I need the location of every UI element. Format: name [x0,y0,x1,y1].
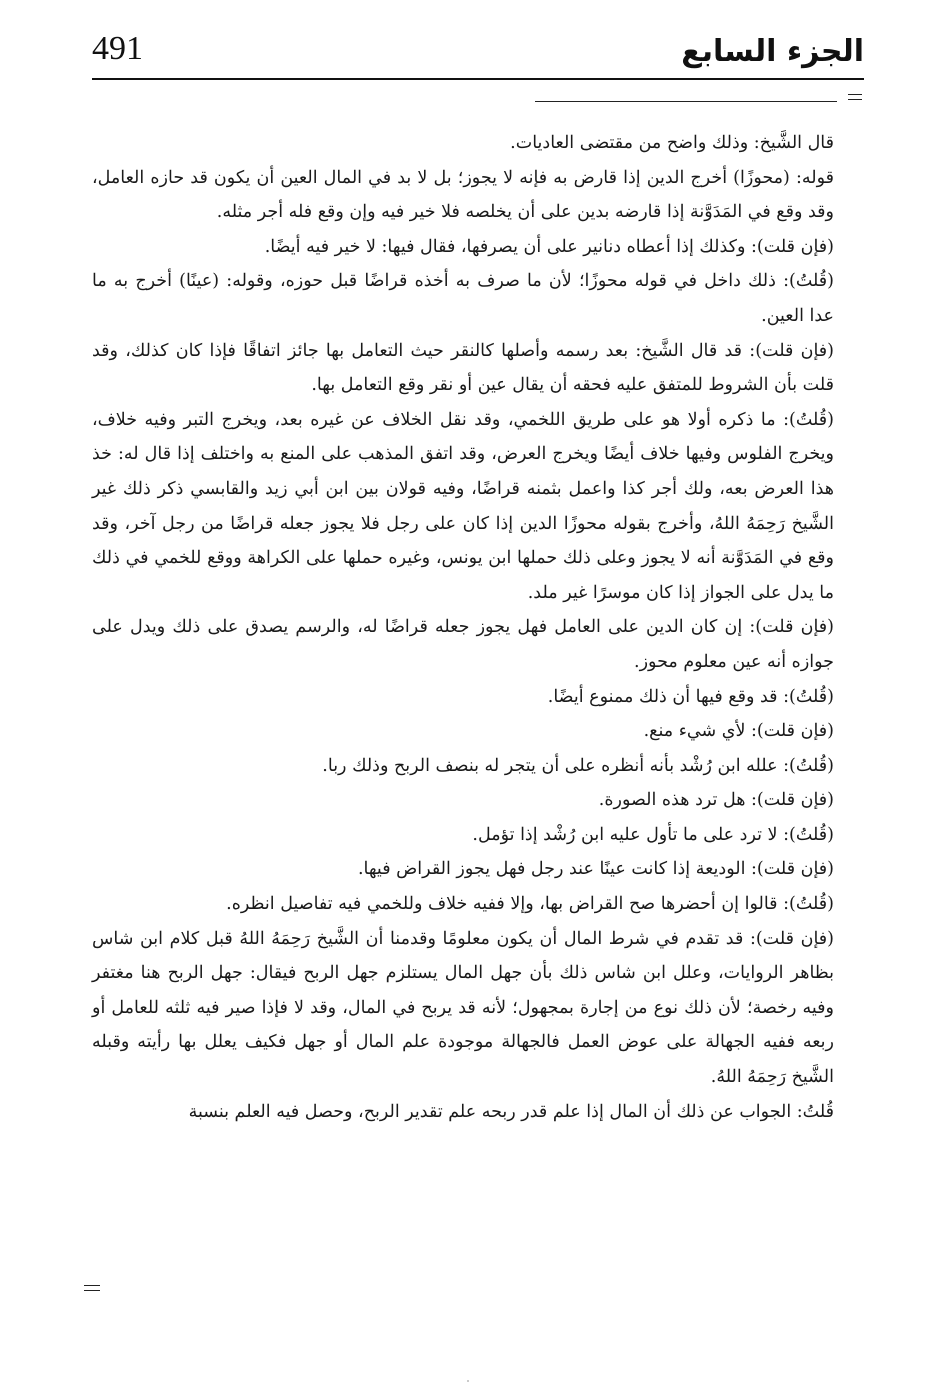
paragraph: (فإن قلت): وكذلك إذا أعطاه دنانير على أن يصرفها، فقال فيها: لا خير فيه أيضًا. [264,236,834,257]
part-title: الجزء السابع [681,34,864,69]
paragraph: (قُلتُ): ذلك داخل في قوله محوزًا؛ لأن ما صرف به أخذه قراضًا قبل حوزه، وقوله: (عينًا) أخرج به ما عدا العين. [92,271,834,326]
paragraph: قُلتُ: الجواب عن ذلك أن المال إذا علم قدر ربحه علم تقدير الربح، وحصل فيه العلم بنسبة [188,1101,834,1122]
header-short-rule [535,101,837,102]
paragraph: قال الشَّيخ: وذلك واضح من مقتضى العاديات. [510,133,834,153]
paragraph: (قُلتُ): قد وقع فيها أن ذلك ممنوع أيضًا. [547,686,834,707]
continuation-mark [84,1285,100,1295]
paragraph: (فإن قلت): قد تقدم في شرط المال أن يكون معلومًا وقدمنا أن الشَّيخ رَحِمَهُ اللهُ قبل كلام ابن شاس بظاهر الروايات، وعلل ابن شاس ذلك بأن جهل المال يستلزم جهل الربح فيقال: جهل الربح هنا مغتفر وفيه رخصة؛ لأن ذلك نوع من إجارة بمجهول؛ لأنه قد يربح في المال، وقد لا فإذا صير فيه ثلثه للعامل أو ربعه ففيه الجهالة على عوض العمل فالجهالة موجودة علم المال أو جهل فكيف يعلل بها رأيته وقبله الشَّيخ رَحِمَهُ اللهُ. [92,928,834,1088]
paragraph: (قُلتُ): لا ترد على ما تأول عليه ابن رُشْد إذا تؤمل. [472,824,834,845]
body-text [92,126,834,1129]
paragraph: (فإن قلت): لأي شيء منع. [643,721,834,742]
header-ornament [848,94,862,104]
page-speck [467,1380,469,1382]
paragraph: (قُلتُ): علله ابن رُشْد بأنه أنظره على أن يتجر له بنصف الربح وذلك ربا. [322,755,834,776]
paragraph: (قُلتُ): ما ذكره أولا هو على طريق اللخمي، وقد نقل الخلاف عن غيره بعد، ويخرج التبر وفيه خلاف، ويخرج الفلوس وفيها خلاف أيضًا ويخرج العرض، وقد اتفق المذهب على المنع به واختلف إذا قال له: خذ هذا العرض بعه، ولك أجر كذا واعمل بثمنه قراضًا، وفيه قولان بين ابن أبي زيد والقابسي ذكر ذلك غير الشَّيخ رَحِمَهُ اللهُ، وأخرج بقوله محوزًا الدين إذا كان على رجل فلا يجوز جعله قراضًا من رجل آخر، وقد وقع في المَدَوَّنة أنه لا يجوز وعلى ذلك حملها ابن يونس، وغيره حملها على الكراهة ووقع للخمي في ذلك ما يدل على الجواز إذا كان موسرًا غير ملد. [92,409,834,603]
running-header [92,28,864,80]
paragraph: (فإن قلت): هل ترد هذه الصورة. [598,790,834,811]
paragraph: (قُلتُ): قالوا إن أحضرها صح القراض بها، وإلا ففيه خلاف وللخمي فيه تفاصيل انظره. [226,894,834,915]
header-rule [92,78,864,80]
paragraph: (فإن قلت): قد قال الشَّيخ: بعد رسمه وأصلها كالنقر حيث التعامل بها جائز اتفاقًا فإذا كان كذلك، وقد قلت بأن الشروط للمتفق عليه فحقه أن يقال عين أو نقر وقع التعامل بها. [92,340,834,396]
paragraph: (فإن قلت): إن كان الدين على العامل فهل يجوز جعله قراضًا له، والرسم يصدق على ذلك ويدل على جوازه أنه عين معلوم محوز. [92,617,834,672]
paragraph: قوله: (محوزًا) أخرج الدين إذا قارض به فإنه لا يجوز؛ بل لا بد في المال العين أن يكون قد حازه العامل، وقد وقع في المَدَوَّنة إذا قارضه بدين على أن يخلصه فلا خير فيه وإن وقع فله أجر مثله. [92,167,834,223]
page-number: 491 [92,30,143,67]
paragraph: (فإن قلت): الوديعة إذا كانت عينًا عند رجل فهل يجوز القراض فيها. [357,859,834,880]
